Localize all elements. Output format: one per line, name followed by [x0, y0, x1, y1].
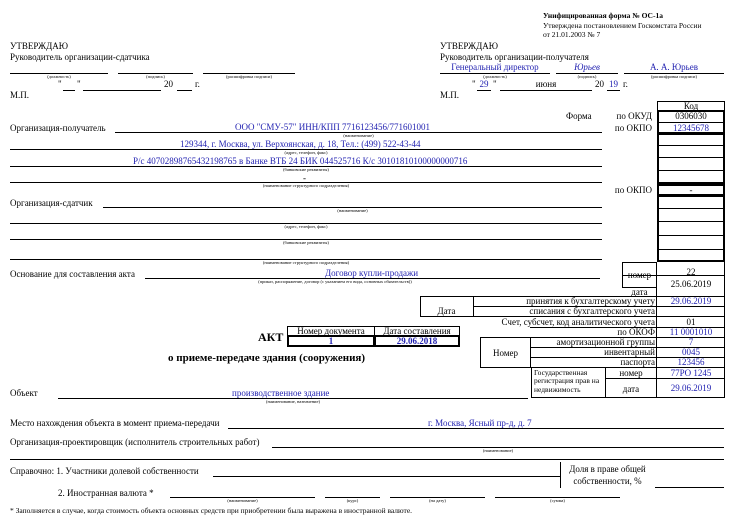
currency-caption-date: (на дату)	[429, 498, 446, 503]
approve-left-caption-position: (должность)	[47, 74, 71, 79]
amort-value: 7	[688, 337, 694, 347]
approve-left-year-line	[177, 90, 192, 91]
receiver-bank: Р/с 40702898765432198765 в Банке ВТБ 24 БИК 044525716 К/с 30101810100000000716	[133, 156, 468, 166]
sender-caption-bank: (банковские реквизиты)	[283, 240, 329, 245]
approve-right-year-prefix: 20	[595, 79, 604, 89]
location-line	[228, 428, 724, 429]
currency-caption-rate: (курс)	[346, 498, 359, 503]
dates-accept-value: 29.06.2019	[670, 296, 712, 306]
approve-left-stamp: М.П.	[10, 90, 30, 100]
object-caption: (наименование, назначение)	[266, 399, 320, 404]
receiver-label: Организация-получатель	[10, 123, 106, 133]
approve-left-caption-signature: (подпись)	[146, 74, 165, 79]
approve-right-head-label: Руководитель организации-получателя	[440, 52, 589, 62]
receiver-name-inn: ООО "СМУ-57" ИНН/КПП 7716123456/771601001	[235, 122, 430, 132]
reg-bottom-line	[531, 397, 725, 398]
okud-label: по ОКУД	[616, 111, 652, 121]
location-label: Место нахождения объекта в момент приема-передачи	[10, 418, 220, 428]
form-label: Форма	[566, 111, 592, 121]
code-blank-divider-2	[657, 157, 725, 158]
currency-caption-sum: (сумма)	[550, 498, 565, 503]
act-subtitle: о приеме-передаче здания (сооружения)	[168, 352, 366, 364]
approve-right-position: Генеральный директор	[451, 62, 539, 72]
doc-number-label: Номер документа	[297, 326, 365, 336]
currency-label: 2. Иностранная валюта *	[58, 488, 154, 498]
receiver-division-dash: -	[303, 173, 306, 183]
reg-date-label: дата	[622, 384, 640, 394]
reg-number-value: 77РО 1245	[670, 368, 712, 378]
reg-date-value: 29.06.2019	[670, 383, 712, 393]
code-blank-divider-1	[657, 145, 725, 146]
doc-date-label: Дата составления	[383, 326, 451, 336]
approve-right-caption-decoding: (расшифровка подписи)	[651, 74, 697, 79]
code-blank-divider-3	[657, 170, 725, 171]
inventory-value: 0045	[682, 347, 700, 357]
doc-number: 1	[328, 336, 334, 346]
approve-right-month: июня	[535, 79, 557, 89]
approve-left-caption-decoding: (расшифровка подписи)	[226, 74, 272, 79]
okpo-label: по ОКПО	[614, 123, 652, 133]
approve-right-title: УТВЕРЖДАЮ	[440, 41, 499, 51]
okpo2-value: -	[689, 185, 693, 195]
account-label: Счет, субсчет, код аналитического учета	[501, 317, 655, 327]
basis-number-value: 22	[686, 267, 696, 277]
basis-date-label: дата	[631, 287, 648, 297]
object-value: производственное здание	[232, 388, 330, 398]
basis-caption: (приказ, распоряжение, договор (с указанием его вида, основных обязательств))	[258, 279, 412, 284]
code-sender-divider-3	[657, 235, 725, 236]
participants-label: Справочно: 1. Участники долевой собственности	[10, 466, 199, 476]
receiver-caption-address: (адрес, телефон, факс)	[284, 150, 328, 155]
okof-label: по ОКОФ	[617, 327, 655, 337]
dates-writeoff-label: списания с бухгалтерского учета	[529, 306, 655, 316]
approve-left-quote-open: "	[58, 79, 62, 89]
share-value-line	[655, 487, 724, 488]
reg-number-line	[606, 378, 725, 379]
location-value: г. Москва, Ясный пр-д, д. 7	[428, 418, 532, 428]
approve-right-caption-position: (должность)	[483, 74, 507, 79]
form-approved-line1: Утверждена постановлением Госкомстата России	[543, 21, 702, 30]
approve-right-quote-open: "	[472, 79, 476, 89]
receiver-address: 129344, г. Москва, ул. Верхоянская, д. 18, Тел.: (499) 522-43-44	[180, 139, 421, 149]
share-label-1: Доля в праве общей	[569, 464, 646, 474]
passport-value: 123456	[677, 357, 705, 367]
object-label: Объект	[10, 388, 38, 398]
okud-value: 0306030	[675, 111, 707, 121]
basis-value: Договор купли-продажи	[325, 268, 419, 278]
approve-right-quote-close: "	[493, 79, 497, 89]
sender-caption-name: (наименование)	[337, 208, 368, 213]
approve-right-year-suffix: г.	[623, 79, 628, 89]
sender-caption-division: (наименование структурного подразделения)	[262, 260, 350, 265]
approve-left-quote-close: "	[77, 79, 81, 89]
approve-right-day-line	[477, 90, 491, 91]
approve-right-signature: Юрьев	[574, 62, 600, 72]
account-value: 01	[686, 317, 696, 327]
reg-number-label: номер	[619, 368, 643, 378]
code-blank-frame	[657, 133, 725, 184]
code-sender-divider-2	[657, 221, 725, 222]
okof-value: 11 0001010	[669, 327, 713, 337]
approve-left-head-label: Руководитель организации-сдатчика	[10, 52, 150, 62]
participants-line	[213, 476, 560, 477]
state-reg-label: Государственная регистрация прав на недвижимость	[534, 368, 600, 394]
okpo2-label: по ОКПО	[614, 185, 652, 195]
act-title: АКТ	[258, 330, 284, 344]
doc-date: 29.06.2018	[396, 336, 438, 346]
form-approved-line2: от 21.01.2003 № 7	[543, 30, 601, 39]
approve-left-day-line	[63, 90, 75, 91]
approve-right-year: 19	[609, 79, 618, 89]
code-sender-frame	[657, 195, 725, 262]
approve-left-title: УТВЕРЖДАЮ	[10, 41, 69, 51]
sender-caption-address: (адрес, телефон, факс)	[284, 224, 328, 229]
inventory-label: инвентарный	[604, 347, 655, 357]
designer-label: Организация-проектировщик (исполнитель строительных работ)	[10, 437, 260, 447]
receiver-caption-division: (наименование структурного подразделения)	[262, 183, 350, 188]
approve-right-year-line	[607, 90, 620, 91]
basis-label: Основание для составления акта	[10, 269, 135, 279]
approve-right-day: 29	[479, 79, 489, 89]
designer-caption: (наименование)	[482, 448, 514, 453]
approve-left-year-prefix: 20	[164, 79, 173, 89]
passport-label: паспорта	[620, 357, 655, 367]
code-sender-divider-1	[657, 208, 725, 209]
basis-number-label: номер	[627, 270, 652, 280]
dates-accept-label: принятия к бухгалтерскому учету	[526, 296, 655, 306]
approve-right-stamp: М.П.	[440, 90, 460, 100]
designer-second-line	[10, 459, 724, 460]
receiver-caption-bank: (банковские реквизиты)	[283, 167, 329, 172]
approve-left-year-suffix: г.	[195, 79, 200, 89]
okpo-value: 12345678	[673, 123, 709, 133]
dates-label: Дата	[437, 306, 456, 316]
currency-caption-name: (наименование)	[227, 498, 258, 503]
approve-left-month-line	[83, 90, 161, 91]
share-label-2: собственности, %	[573, 476, 642, 486]
receiver-caption-name: (наименование)	[343, 133, 374, 138]
approve-right-name: А. А. Юрьев	[649, 62, 699, 72]
code-sender-divider-4	[657, 249, 725, 250]
code-header: Код	[683, 101, 699, 111]
form-name: Унифицированная форма № ОС-1а	[543, 11, 663, 20]
sender-label: Организация-сдатчик	[10, 198, 93, 208]
approve-right-caption-signature: (подпись)	[577, 74, 597, 79]
footnote: * Заполняется в случае, когда стоимость объекта основных средств при приобретении была выражена в иностранной валюте.	[10, 506, 413, 515]
number-label: Номер	[492, 348, 519, 358]
basis-date-value: 25.06.2019	[670, 279, 712, 289]
approve-right-month-line	[500, 90, 592, 91]
amort-label: амортизационной группы	[556, 337, 655, 347]
